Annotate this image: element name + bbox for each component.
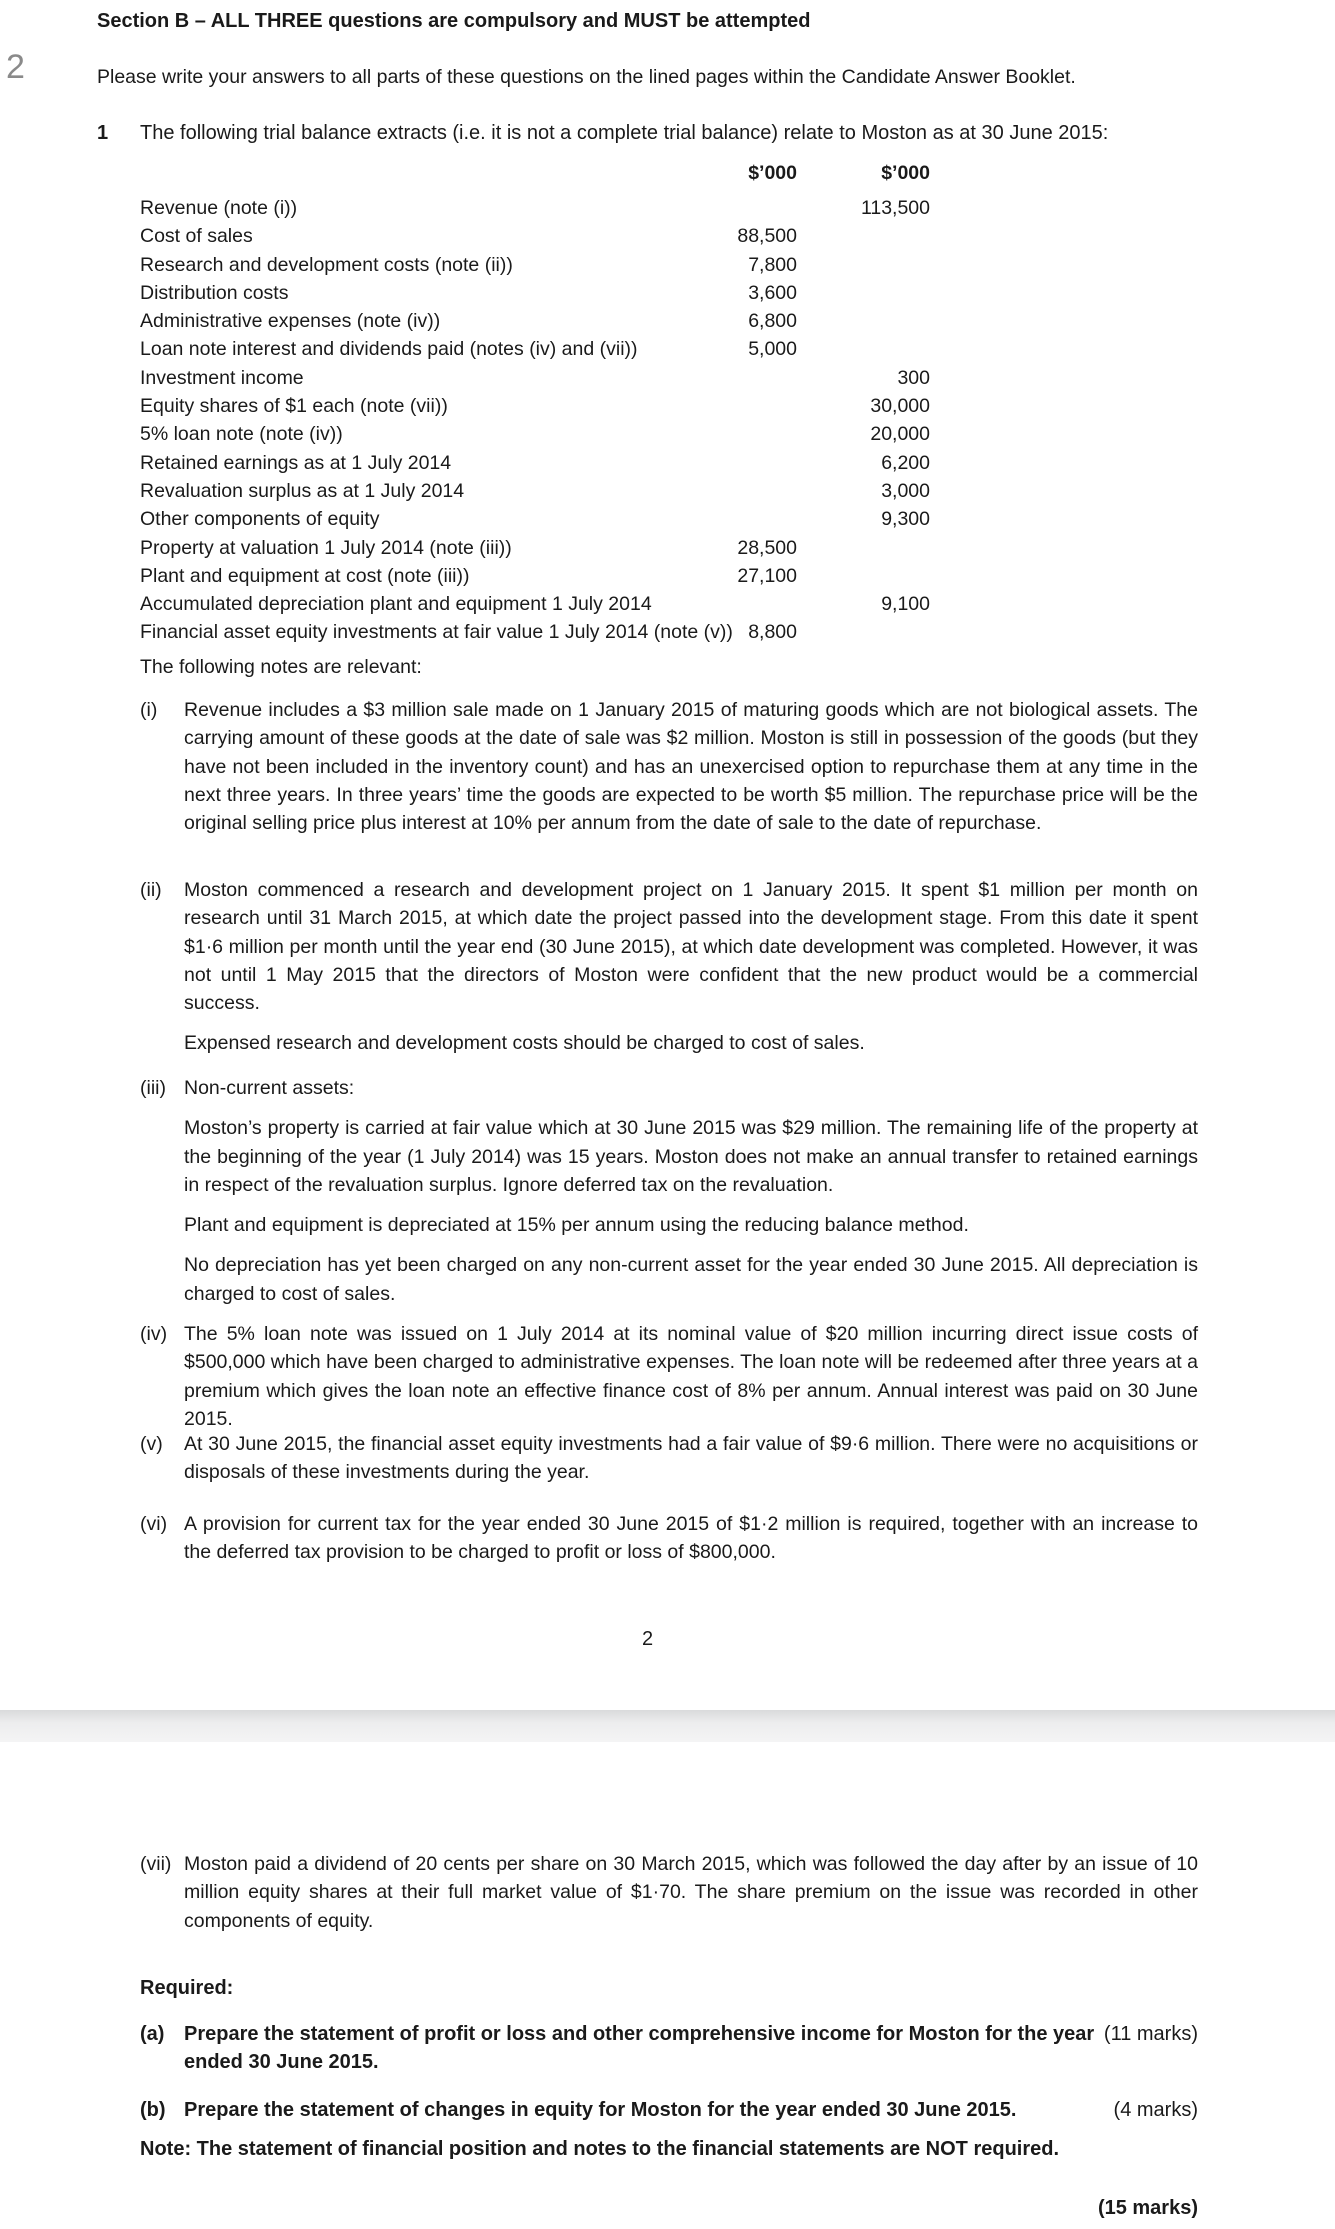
note-number: (vi) <box>140 1513 168 1535</box>
note-body <box>184 1074 1198 1308</box>
row-label: Investment income <box>140 366 304 389</box>
row-label: Financial asset equity investments at fair value 1 July 2014 (note (v)) <box>140 621 733 644</box>
part-marks: (4 marks) <box>1113 2099 1198 2121</box>
row-credit: 9,100 <box>881 593 930 616</box>
row-label: Retained earnings as at 1 July 2014 <box>140 451 452 474</box>
row-credit: 300 <box>897 366 930 389</box>
trial-balance-row <box>140 420 1090 448</box>
row-label: Other components of equity <box>140 508 380 531</box>
note-number: (v) <box>140 1433 163 1455</box>
col-header-credit: $’000 <box>881 162 930 184</box>
note-body <box>184 1430 1198 1487</box>
trial-balance-row <box>140 335 1090 363</box>
required-label: Required: <box>140 1977 234 1999</box>
row-label: Revaluation surplus as at 1 July 2014 <box>140 479 465 502</box>
note-body <box>184 1850 1198 1935</box>
note-item <box>140 1850 1198 1935</box>
row-debit: 88,500 <box>737 225 797 248</box>
trial-balance-row <box>140 562 1090 590</box>
note-paragraph: Moston’s property is carried at fair value which at 30 June 2015 was $29 million. The remaining life of the property at the beginning of the year (1 July 2014) was 15 years. Moston does not make an annual transfer to retained earnings in respect of the revaluation surplus. Ignore deferred tax on the revaluation. <box>184 1117 1198 1196</box>
required-part <box>140 2020 1198 2077</box>
page-separator <box>0 1710 1335 1742</box>
trial-balance-row <box>140 505 1090 533</box>
note-paragraph: At 30 June 2015, the financial asset equity investments had a fair value of $9·6 million. There were no acquisitions or disposals of these investments during the year. <box>184 1433 1198 1484</box>
row-debit: 27,100 <box>737 564 797 587</box>
trial-balance-row <box>140 590 1090 618</box>
part-label: (b) <box>140 2099 166 2121</box>
note-paragraph: Expensed research and development costs should be charged to cost of sales. <box>184 1032 865 1055</box>
note-paragraph: Non-current assets: <box>184 1077 355 1099</box>
note-item <box>140 1510 1198 1567</box>
row-label: Administrative expenses (note (iv)) <box>140 310 441 333</box>
row-label: Distribution costs <box>140 281 289 304</box>
part-body <box>184 2020 1198 2077</box>
col-header-debit: $’000 <box>748 162 797 184</box>
row-label: 5% loan note (note (iv)) <box>140 423 343 446</box>
row-label: Equity shares of $1 each (note (vii)) <box>140 395 448 418</box>
trial-balance-row <box>140 194 1090 222</box>
trial-balance-header <box>140 162 1090 194</box>
trial-balance-row <box>140 449 1090 477</box>
row-debit: 28,500 <box>737 536 797 559</box>
row-debit: 8,800 <box>748 621 797 644</box>
note-body <box>184 1320 1198 1433</box>
trial-balance-row <box>140 251 1090 279</box>
total-marks: (15 marks) <box>1097 2197 1198 2219</box>
question-intro: The following trial balance extracts (i.e. it is not a complete trial balance) relate to Moston as at 30 June 2015: <box>140 122 1109 144</box>
final-note: Note: The statement of financial position and notes to the financial statements are NOT required. <box>140 2138 1060 2160</box>
note-item <box>140 696 1198 837</box>
row-label: Cost of sales <box>140 225 253 248</box>
row-label: Loan note interest and dividends paid (notes (iv) and (vii)) <box>140 338 638 361</box>
trial-balance-row <box>140 222 1090 250</box>
row-debit: 5,000 <box>748 338 797 361</box>
note-paragraph: Revenue includes a $3 million sale made on 1 January 2015 of maturing goods which are not biological assets. The carrying amount of these goods at the date of sale was $2 million. Moston is still in possession of the goods (but they have not been included in the inventory count) and has an unexercised option to repurchase them at any time in the next three years. In three years’ time the goods are expected to be worth $5 million. The repurchase price will be the original selling price plus interest at 10% per annum from the date of sale to the date of repurchase. <box>184 699 1198 835</box>
note-item <box>140 1430 1198 1487</box>
row-credit: 9,300 <box>881 508 930 531</box>
trial-balance-row <box>140 279 1090 307</box>
row-credit: 30,000 <box>870 395 930 418</box>
note-paragraph: The 5% loan note was issued on 1 July 2014 at its nominal value of $20 million incurring direct issue costs of $500,000 which have been charged to administrative expenses. The loan note will be redeemed after three years at a premium which gives the loan note an effective finance cost of 8% per annum. Annual interest was paid on 30 June 2015. <box>184 1323 1198 1430</box>
trial-balance-row <box>140 307 1090 335</box>
page-marker: 2 <box>6 48 25 86</box>
note-paragraph: A provision for current tax for the year ended 30 June 2015 of $1·2 million is required, together with an increase to the deferred tax provision to be charged to profit or loss of $800,000. <box>184 1513 1198 1564</box>
note-body <box>184 876 1198 1058</box>
row-label: Plant and equipment at cost (note (iii)) <box>140 564 470 587</box>
row-credit: 6,200 <box>881 451 930 474</box>
row-label: Research and development costs (note (ii)) <box>140 253 513 276</box>
note-item <box>140 876 1198 1058</box>
note-number: (vii) <box>140 1853 172 1875</box>
note-number: (i) <box>140 699 158 721</box>
part-label: (a) <box>140 2023 165 2045</box>
note-body <box>184 1510 1198 1567</box>
row-label: Property at valuation 1 July 2014 (note (iii)) <box>140 536 512 559</box>
note-paragraph: Moston paid a dividend of 20 cents per share on 30 March 2015, which was followed the day after by an issue of 10 million equity shares at their full market value of $1·70. The share premium on the issue was recorded in other components of equity. <box>184 1853 1198 1932</box>
row-credit: 20,000 <box>870 423 930 446</box>
part-body <box>184 2096 1198 2124</box>
trial-balance-row <box>140 392 1090 420</box>
row-debit: 7,800 <box>748 253 797 276</box>
exam-page-2 <box>0 1742 1335 2229</box>
row-label: Revenue (note (i)) <box>140 197 298 219</box>
row-label: Accumulated depreciation plant and equipment 1 July 2014 <box>140 593 652 616</box>
question-number: 1 <box>97 122 109 144</box>
note-item <box>140 1074 1198 1308</box>
row-debit: 3,600 <box>748 281 797 304</box>
note-item <box>140 1320 1198 1433</box>
notes-intro: The following notes are relevant: <box>140 656 422 678</box>
trial-balance-row <box>140 534 1090 562</box>
section-title: Section B – ALL THREE questions are compulsory and MUST be attempted <box>97 10 811 32</box>
note-paragraph: No depreciation has yet been charged on any non-current asset for the year ended 30 June 2015. All depreciation is charged to cost of sales. <box>184 1254 1198 1305</box>
note-number: (iii) <box>140 1077 166 1099</box>
note-number: (iv) <box>140 1323 168 1345</box>
row-credit: 3,000 <box>881 479 930 502</box>
trial-balance-row <box>140 364 1090 392</box>
trial-balance-table <box>140 162 1090 647</box>
row-credit: 113,500 <box>860 197 930 219</box>
note-paragraph: Moston commenced a research and development project on 1 January 2015. It spent $1 million per month on research until 31 March 2015, at which date the project passed into the development stage. From this date it spent $1·6 million per month until the year end (30 June 2015), at which date development was completed. However, it was not until 1 May 2015 that the directors of Moston were confident that the new product would be a commercial success. <box>184 879 1198 1015</box>
note-paragraph: Plant and equipment is depreciated at 15% per annum using the reducing balance method. <box>184 1214 969 1237</box>
part-text: Prepare the statement of profit or loss and other comprehensive income for Moston for the year ended 30 June 2015. <box>184 2023 1095 2074</box>
part-marks: (11 marks) <box>1103 2023 1198 2045</box>
trial-balance-row <box>140 618 1090 646</box>
note-number: (ii) <box>140 879 162 901</box>
instruction: Please write your answers to all parts of these questions on the lined pages within the Candidate Answer Booklet. <box>97 66 1076 88</box>
required-part <box>140 2096 1198 2124</box>
part-text: Prepare the statement of changes in equity for Moston for the year ended 30 June 2015. <box>184 2099 1017 2121</box>
page-footer: 2 <box>641 1628 654 1650</box>
note-body <box>184 696 1198 837</box>
row-debit: 6,800 <box>748 310 797 333</box>
trial-balance-row <box>140 477 1090 505</box>
